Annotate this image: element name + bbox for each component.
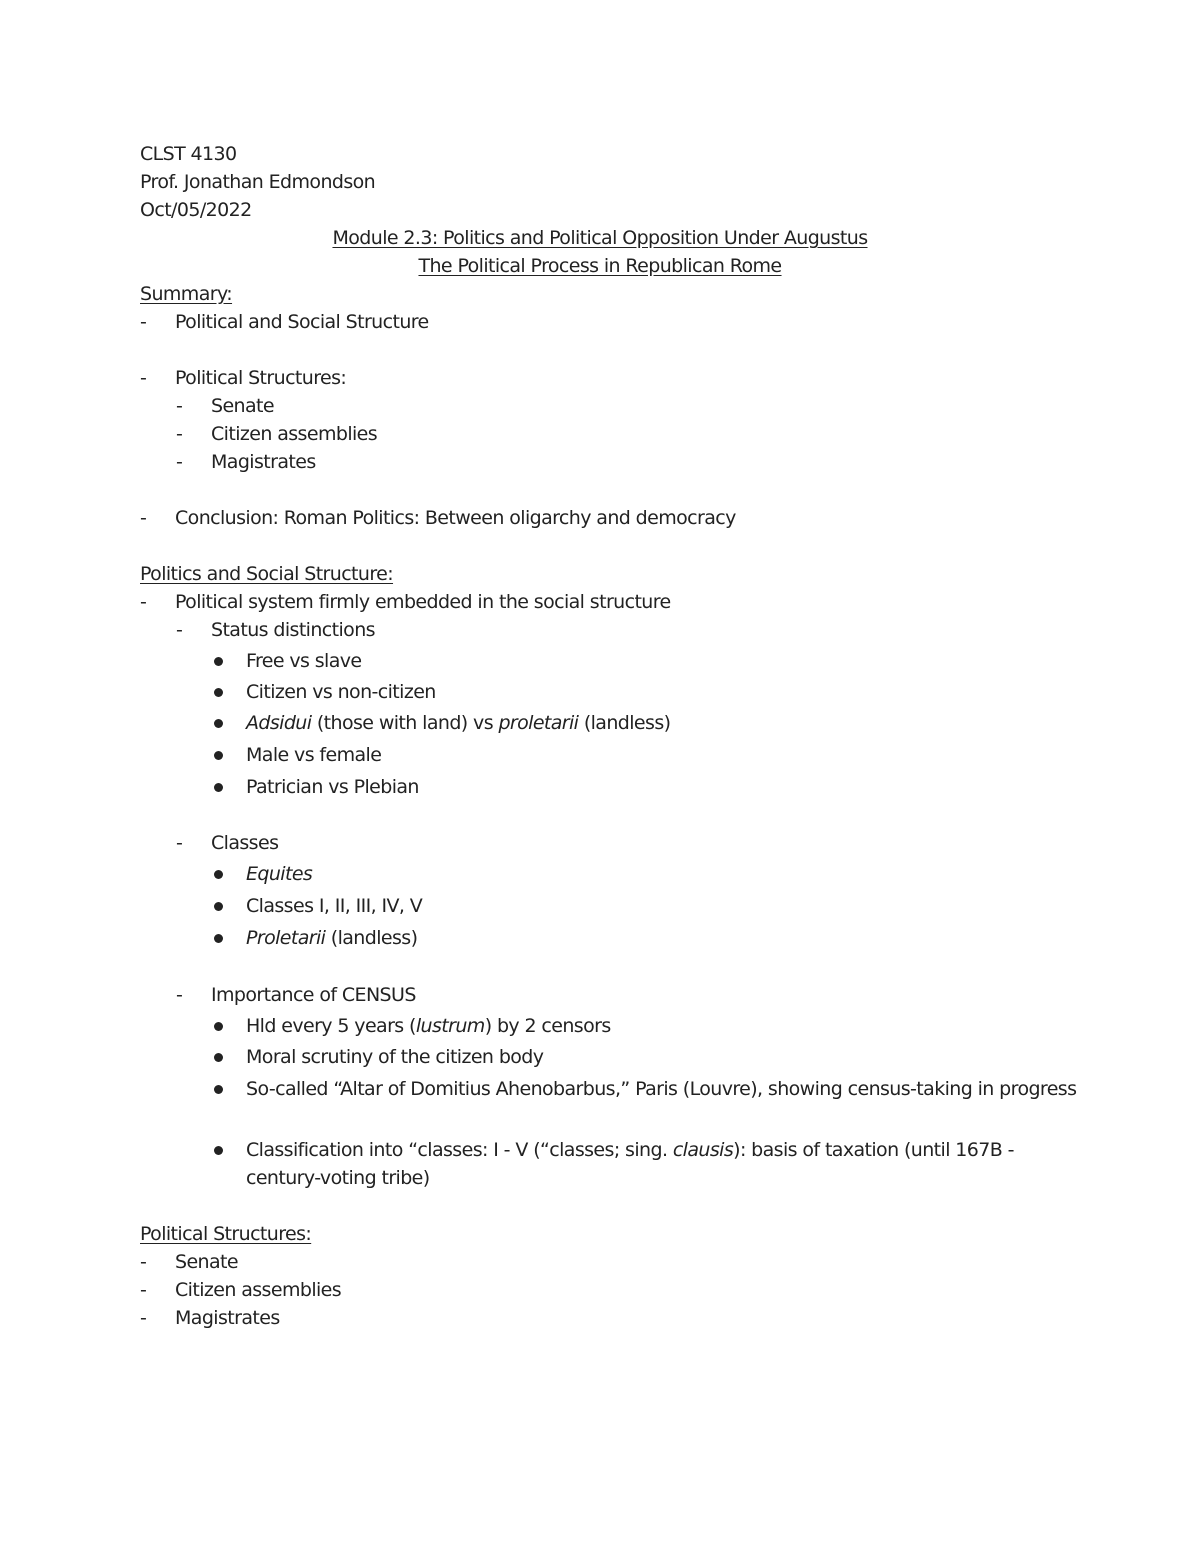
bullet-icon bbox=[214, 751, 223, 760]
bullet-icon bbox=[214, 902, 223, 911]
bullet-icon bbox=[214, 1146, 223, 1155]
dash-marker: - bbox=[140, 591, 147, 613]
list-item: - Senate bbox=[140, 1251, 238, 1273]
dash-marker: - bbox=[140, 311, 147, 333]
bullet-item: Citizen vs non-citizen bbox=[246, 680, 436, 704]
bullet-item: Equites bbox=[246, 862, 312, 886]
summary-subitem: - Citizen assemblies bbox=[176, 423, 378, 445]
bullet-item: So-called “Altar of Domitius Ahenobarbus,” Paris (Louvre), showing census-taking in progress bbox=[246, 1077, 1076, 1101]
list-item: - Magistrates bbox=[140, 1307, 280, 1329]
module-title: Module 2.3: Politics and Political Opposition Under Augustus bbox=[332, 227, 868, 249]
summary-subitem: - Magistrates bbox=[176, 451, 316, 473]
bullet-icon bbox=[214, 719, 223, 728]
bullet-item: Free vs slave bbox=[246, 649, 362, 673]
summary-heading: Summary: bbox=[140, 283, 233, 305]
dash-marker: - bbox=[176, 984, 183, 1006]
dash-marker: - bbox=[140, 1307, 147, 1329]
dash-marker: - bbox=[140, 507, 147, 529]
dash-marker: - bbox=[176, 619, 183, 641]
dash-marker: - bbox=[140, 1279, 147, 1301]
dash-marker: - bbox=[140, 1251, 147, 1273]
bullet-icon bbox=[214, 783, 223, 792]
list-item: - Citizen assemblies bbox=[140, 1279, 342, 1301]
bullet-icon bbox=[214, 1022, 223, 1031]
summary-subitem: - Senate bbox=[176, 395, 274, 417]
bullet-item: Proletarii (landless) bbox=[246, 926, 417, 950]
dash-marker: - bbox=[140, 367, 147, 389]
bullet-icon bbox=[214, 1053, 223, 1062]
summary-item: - Political Structures: bbox=[140, 367, 347, 389]
bullet-item: Hld every 5 years (lustrum) by 2 censors bbox=[246, 1014, 611, 1038]
status-distinctions-label: - Status distinctions bbox=[176, 619, 375, 641]
bullet-icon bbox=[214, 688, 223, 697]
census-label: - Importance of CENSUS bbox=[176, 984, 416, 1006]
summary-item: - Conclusion: Roman Politics: Between oligarchy and democracy bbox=[140, 507, 736, 529]
summary-item: - Political and Social Structure bbox=[140, 311, 429, 333]
dash-marker: - bbox=[176, 423, 183, 445]
lecture-date: Oct/05/2022 bbox=[140, 199, 252, 221]
course-code: CLST 4130 bbox=[140, 143, 237, 165]
bullet-item: Classification into “classes: I - V (“classes; sing. clausis): basis of taxation (until 167B - bbox=[246, 1138, 1014, 1162]
bullet-item: Moral scrutiny of the citizen body bbox=[246, 1045, 543, 1069]
political-structures-heading: Political Structures: bbox=[140, 1223, 312, 1245]
classes-label: - Classes bbox=[176, 832, 279, 854]
list-item: - Political system firmly embedded in the social structure bbox=[140, 591, 671, 613]
bullet-item: Patrician vs Plebian bbox=[246, 775, 419, 799]
bullet-icon bbox=[214, 934, 223, 943]
dash-marker: - bbox=[176, 451, 183, 473]
politics-social-heading: Politics and Social Structure: bbox=[140, 563, 394, 585]
bullet-item: Classes I, II, III, IV, V bbox=[246, 894, 422, 918]
professor-name: Prof. Jonathan Edmondson bbox=[140, 171, 376, 193]
dash-marker: - bbox=[176, 395, 183, 417]
bullet-icon bbox=[214, 1085, 223, 1094]
bullet-item: Adsidui (those with land) vs proletarii (landless) bbox=[246, 711, 670, 735]
bullet-icon bbox=[214, 657, 223, 666]
bullet-item: Male vs female bbox=[246, 743, 381, 767]
bullet-icon bbox=[214, 870, 223, 879]
dash-marker: - bbox=[176, 832, 183, 854]
bullet-item-continuation: century-voting tribe) bbox=[246, 1167, 430, 1189]
lecture-title: The Political Process in Republican Rome bbox=[418, 255, 782, 277]
